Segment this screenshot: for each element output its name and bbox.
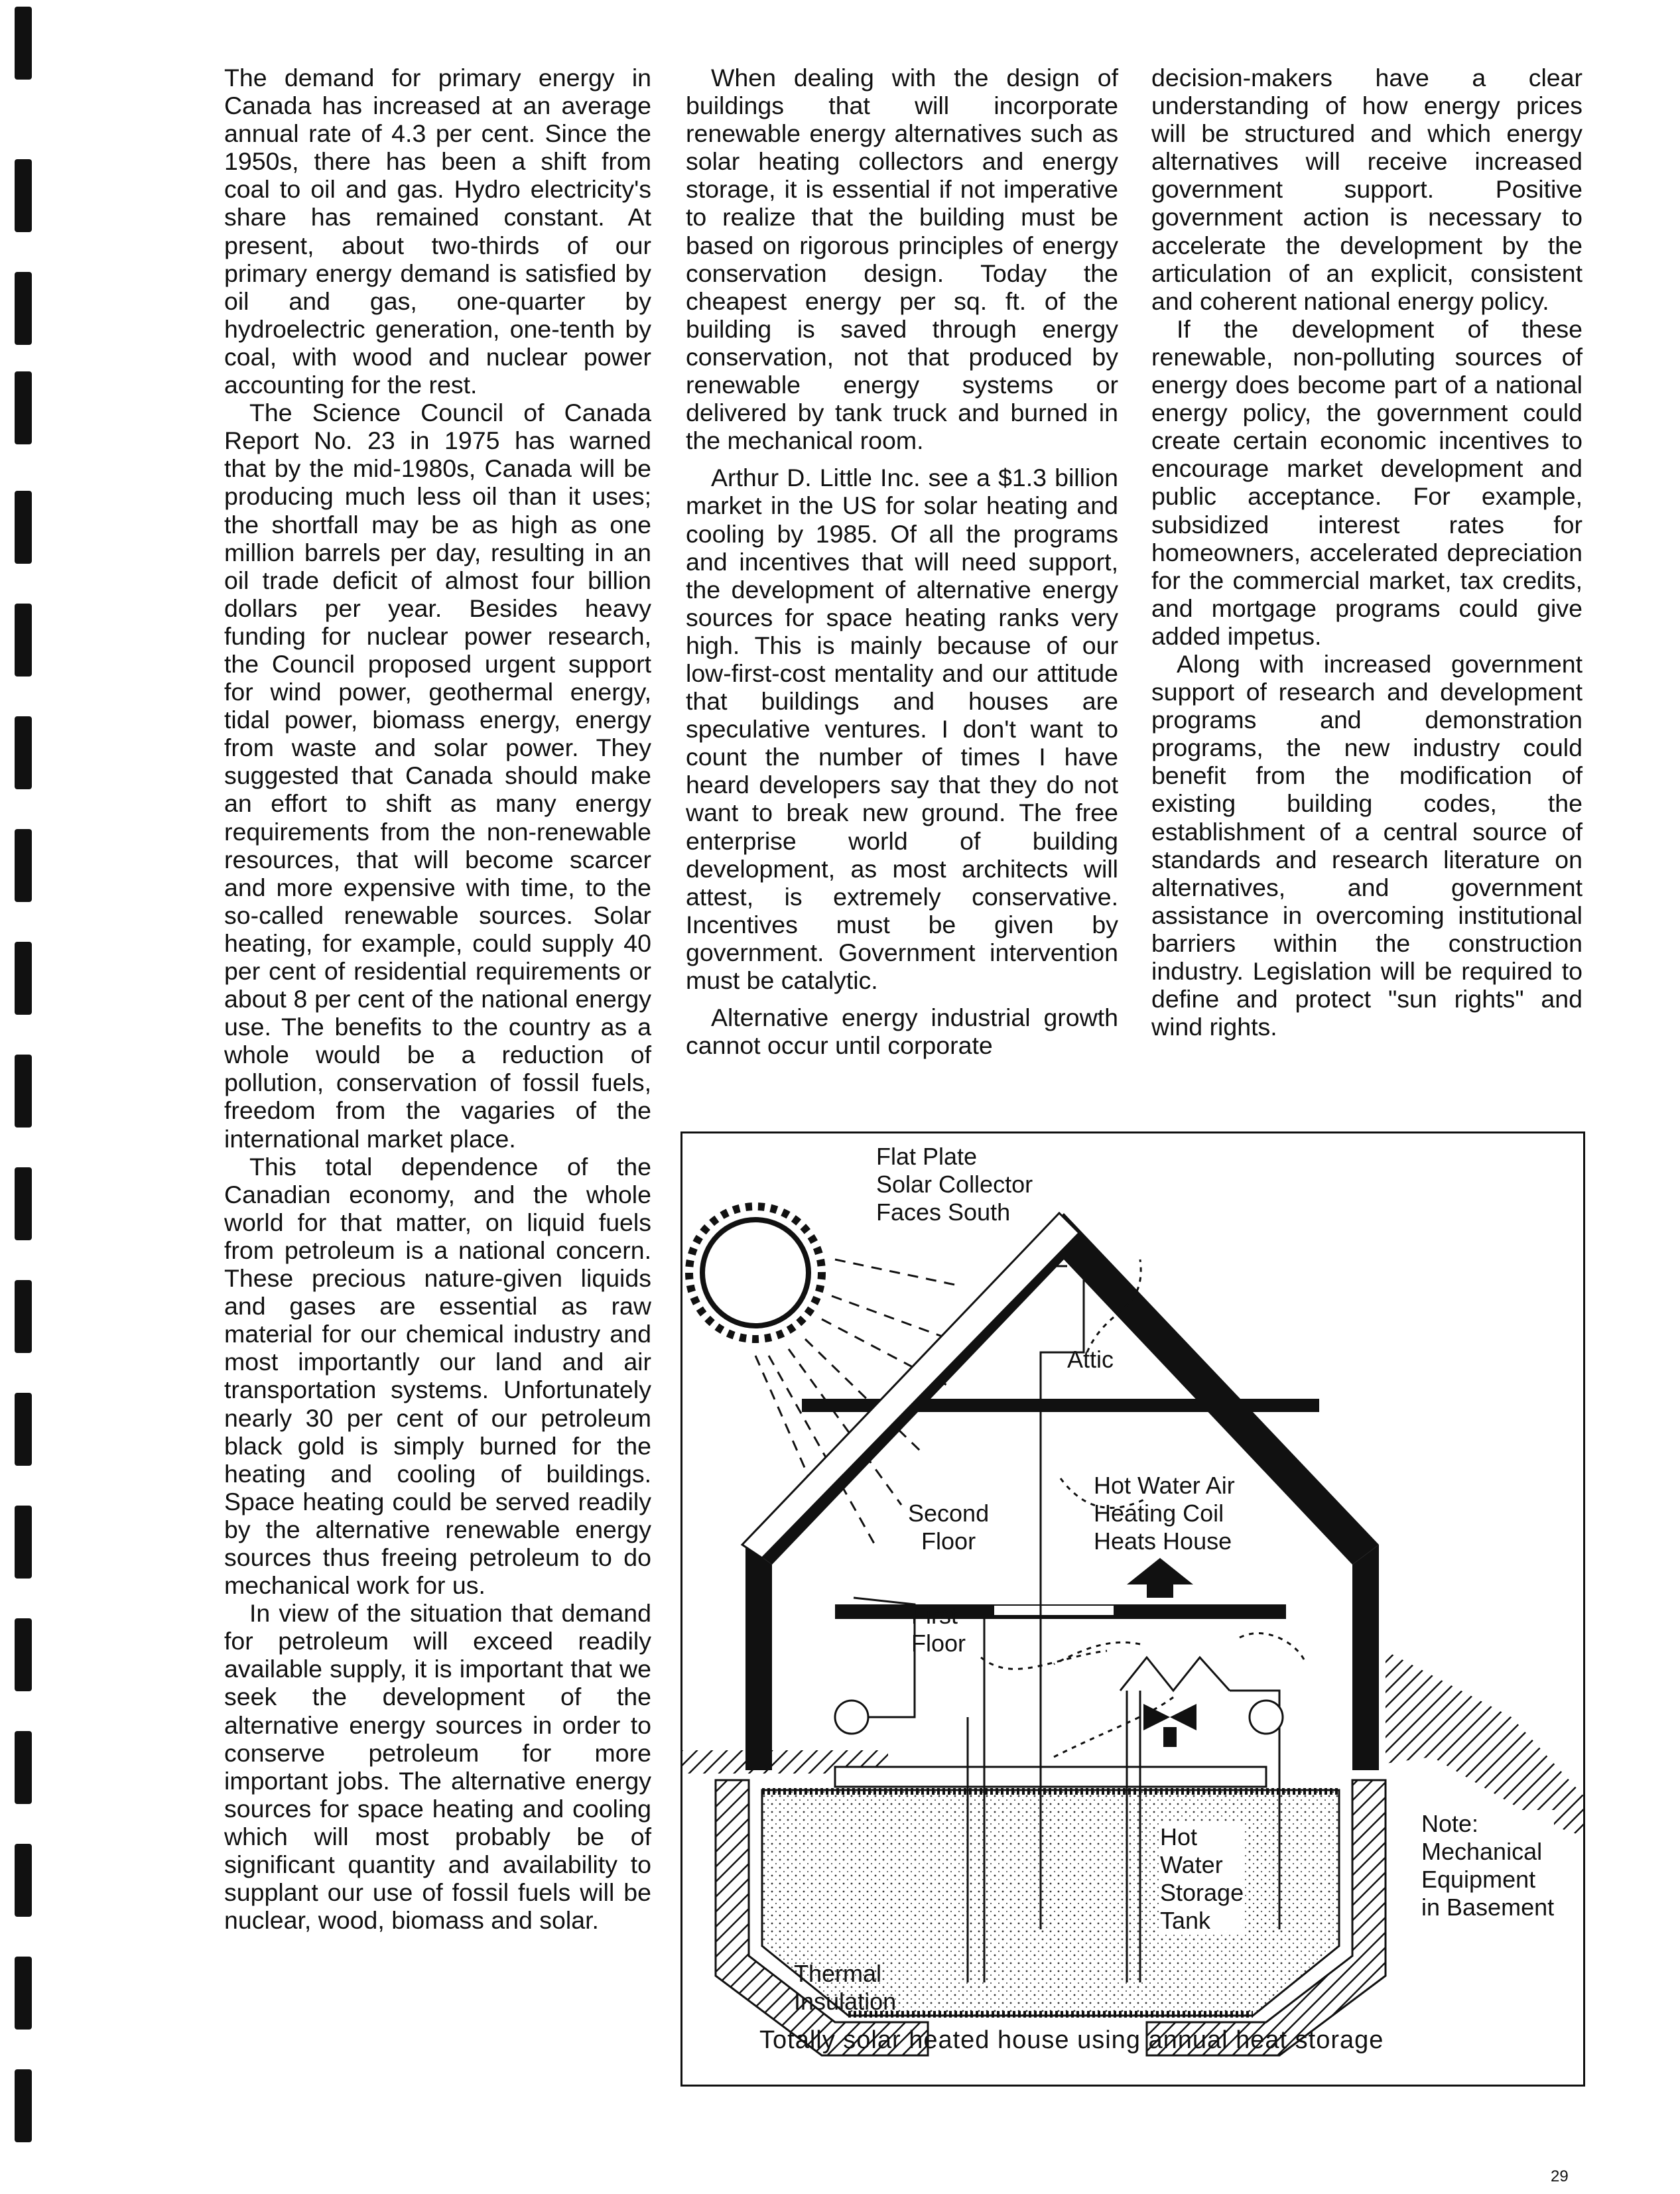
text-column-2 bbox=[686, 64, 1118, 1059]
fan-icon bbox=[1143, 1704, 1196, 1747]
binder-hole bbox=[15, 1957, 32, 2030]
binder-hole bbox=[15, 159, 32, 232]
ground-hatch-right bbox=[1386, 1651, 1583, 1837]
binder-hole bbox=[15, 1167, 32, 1240]
paragraph: The demand for primary energy in Canada has increased at an average annual rate of 4.3 per cent. Since the 1950s, there has been a shift from coal to oil and gas. Hydro electricity's share has remained constant. At present, about two-thirds of our primary energy demand is satisfied by oil and gas, one-quarter by hydroelectric generation, one-tenth by coal, with wood and nuclear power accounting for the rest. bbox=[224, 64, 651, 399]
floor-slab bbox=[835, 1767, 1266, 1787]
binder-hole bbox=[15, 1731, 32, 1804]
paragraph: If the development of these renewable, non-polluting sources of energy does become part of a national energy policy, the government could create certain economic incentives to encourage market development and public acceptance. For example, subsidized interest rates for homeowners, accelerated depreciation for the commercial market, tax credits, and mortgage programs could give added impetus. bbox=[1151, 314, 1583, 650]
heating-coil-icon bbox=[835, 1701, 868, 1734]
binder-hole bbox=[15, 7, 32, 80]
binder-hole bbox=[15, 272, 32, 345]
solar-house-figure bbox=[680, 1131, 1585, 2087]
binder-hole bbox=[15, 1506, 32, 1579]
heating-coil-label: Hot Water Air Heating Coil Heats House bbox=[1094, 1472, 1235, 1555]
binder-hole bbox=[15, 829, 32, 902]
storage-tank-label: Hot Water Storage Tank bbox=[1160, 1823, 1244, 1934]
second-floor-label: Second Floor bbox=[908, 1500, 990, 1555]
binder-hole bbox=[15, 1055, 32, 1128]
binder-hole bbox=[15, 371, 32, 444]
attic-label: Attic bbox=[1067, 1346, 1114, 1373]
binder-hole bbox=[15, 716, 32, 789]
paragraph: In view of the situation that demand for petroleum will exceed readily available supply, it is important that we seek the development of the alternative energy sources in order to conserve petroleum for more important jobs. The alternative energy sources for space heating and cooling which will most probably be of significant quantity and availability to supplant our use of fossil fuels will be nuclear, wood, biomass and solar. bbox=[224, 1599, 651, 1935]
insulation-label: Thermal Insulation bbox=[794, 1960, 897, 2015]
solar-house-diagram bbox=[682, 1133, 1583, 2085]
floor-vent bbox=[994, 1606, 1114, 1615]
binder-hole bbox=[15, 1618, 32, 1691]
text-column-1 bbox=[224, 64, 651, 1934]
arrow-up-icon bbox=[1127, 1558, 1193, 1598]
paragraph: The Science Council of Canada Report No. 23 in 1975 has warned that by the mid-1980s, Canada will be producing much less oil than it uses; the shortfall may be as high as one million barrels per day, resulting in an oil trade deficit of almost four billion dollars per year. Besides heavy funding for nuclear power research, the Council proposed urgent support for wind power, geothermal energy, tidal power, biomass energy, energy from waste and solar power. They suggested that Canada should make an effort to shift as many energy requirements from the non-renewable resources, that will become scarcer and more expensive with time, to the so-called renewable sources. Solar heating, for example, could supply 40 per cent of residential requirements or about 8 per cent of the national energy use. The benefits to the country as a whole would be a reduction of pollution, conservation of fossil fuels, freedom from the vagaries of the international market place. bbox=[224, 399, 651, 1153]
binder-hole bbox=[15, 1844, 32, 1917]
binder-hole bbox=[15, 1393, 32, 1466]
binder-hole bbox=[15, 491, 32, 564]
mechanical-note: Note: Mechanical Equipment in Basement bbox=[1421, 1810, 1555, 1921]
binder-hole bbox=[15, 942, 32, 1015]
figure-caption: Totally solar heated house using annual heat storage bbox=[759, 2026, 1384, 2054]
collector-label: Flat Plate Solar Collector Faces South bbox=[876, 1143, 1033, 1226]
binder-hole bbox=[15, 2069, 32, 2142]
binder-hole bbox=[15, 604, 32, 677]
paragraph: decision-makers have a clear understanding of how energy prices will be structured and which energy alternatives will receive increased government support. Positive government action is necessary to accelerate the development by the articulation of an explicit, consistent and coherent national energy policy. bbox=[1151, 64, 1583, 315]
house-outline bbox=[745, 1213, 1379, 1770]
paragraph: When dealing with the design of buildings that will incorporate renewable energy alternatives such as solar heating collectors and energy storage, it is essential if not imperative to realize that the building must be based on rigorous principles of energy conservation design. Today the cheapest energy per sq. ft. of the building is saved through energy conservation, not that produced by renewable energy systems or delivered by tank truck and burned in the mechanical room. bbox=[686, 64, 1118, 455]
first-floor-label: First Floor bbox=[911, 1602, 966, 1657]
binder-holes bbox=[0, 0, 46, 2194]
page-number: 29 bbox=[1551, 2167, 1569, 2185]
paragraph: Alternative energy industrial growth cannot occur until corporate bbox=[686, 1003, 1118, 1060]
sun-icon bbox=[689, 1206, 822, 1339]
text-column-3 bbox=[1151, 64, 1583, 1041]
paragraph: Along with increased government support of research and development programs and demonstration programs, the new industry could benefit from the modification of existing building codes, the establishment of a central source of standards and research literature on alternatives, and government assistance in overcoming institutional barriers within the construction industry. Legislation will be required to define and protect "sun rights" and wind rights. bbox=[1151, 649, 1583, 1041]
binder-hole bbox=[15, 1280, 32, 1353]
paragraph: This total dependence of the Canadian economy, and the whole world for that matter, on liquid fuels from petroleum is a national concern. These precious nature-given liquids and gases are essential as raw material for our chemical industry and most importantly our land and air transportation systems. Unfortunately nearly 30 per cent of our petroleum black gold is simply burned for the heating and cooling of buildings. Space heating could be served readily by the alternative renewable energy sources thus freeing petroleum to do mechanical work for us. bbox=[224, 1152, 651, 1600]
heating-coil-icon bbox=[1250, 1701, 1283, 1734]
paragraph: Arthur D. Little Inc. see a $1.3 billion market in the US for solar heating and cooling by 1985. Of all the programs and incentives that will need support, the development of alternative energy sources for space heating ranks very high. This is mainly because of our low-first-cost mentality and our attitude that buildings and houses are speculative ventures. I don't want to count the number of times I have heard developers say that they do not want to break new ground. The free enterprise world of building development, as most architects will attest, is extremely conservative. Incentives must be given by government. Government intervention must be catalytic. bbox=[686, 464, 1118, 994]
